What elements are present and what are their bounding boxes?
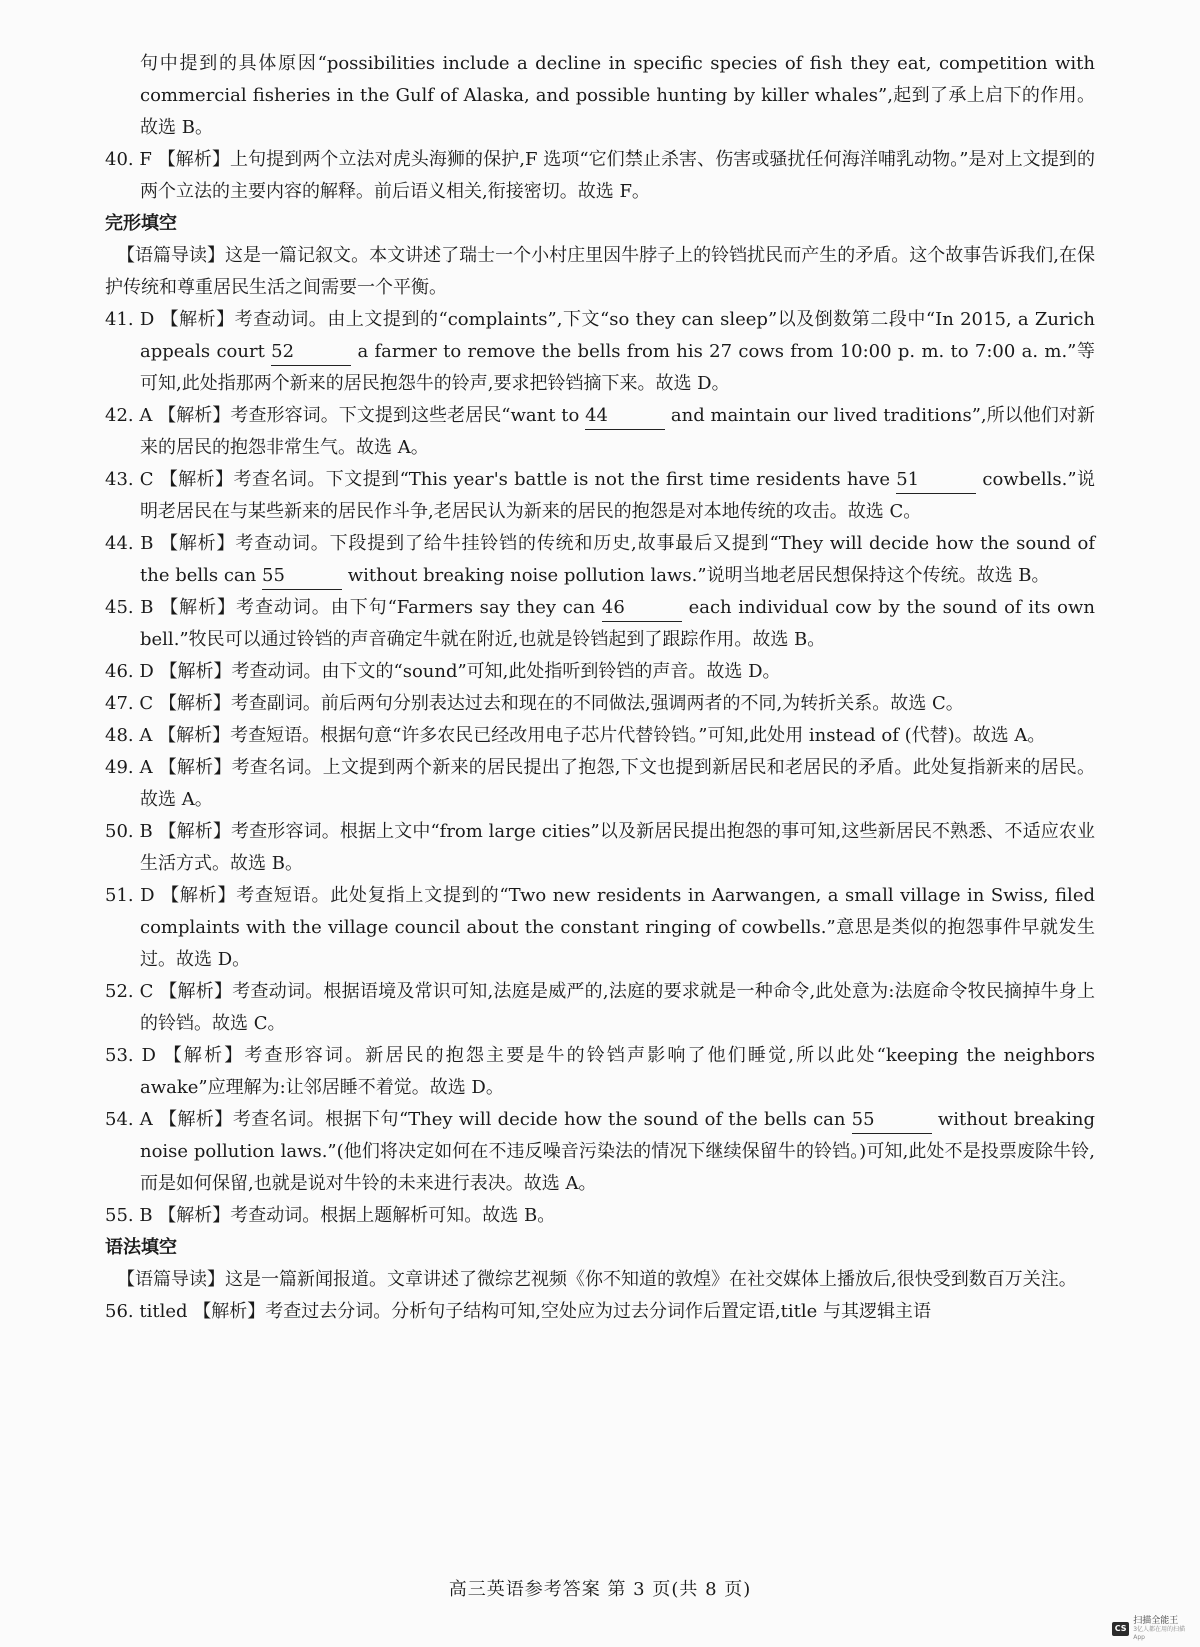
blank-number: 52 [271,339,351,366]
item-text: 完形填空 [105,213,177,234]
answer-item [105,720,1095,752]
continued-text [105,48,1095,144]
item-text-continued: without breaking noise pollution laws.”说明当地老居民想保持这个传统。故选 B。 [347,565,1050,586]
answer-item [105,528,1095,592]
blank-number: 51 [896,467,976,494]
item-text: 55. B 【解析】考查动词。根据上题解析可知。故选 B。 [105,1205,556,1226]
section-heading [105,1232,1095,1264]
blank-number: 55 [262,563,342,590]
blank-number: 55 [852,1107,932,1134]
blank-number: 46 [602,595,682,622]
item-text: 42. A 【解析】考查形容词。下文提到这些老居民“want to [105,405,580,426]
watermark-subtitle: 3亿人都在用的扫描App [1133,1626,1186,1641]
page-footer: 高三英语参考答案 第 3 页(共 8 页) [448,1579,752,1600]
camscanner-logo-icon: CS [1112,1622,1129,1636]
item-text: 句中提到的具体原因“possibilities include a decline in specific species of fish they eat, competition with commercial fisheries in the Gulf of Alaska, and possible hunting by killer whales”,起到了承上启下的作用。故选 B。 [140,53,1095,138]
answer-item [105,400,1095,464]
answer-item [105,656,1095,688]
item-text: 40. F 【解析】上句提到两个立法对虎头海狮的保护,F 选项“它们禁止杀害、伤害或骚扰任何海洋哺乳动物。”是对上文提到的两个立法的主要内容的解释。前后语义相关,衔接密切。故选 F。 [105,149,1095,202]
item-text: 48. A 【解析】考查短语。根据句意“许多农民已经改用电子芯片代替铃铛。”可知,此处用 instead of (代替)。故选 A。 [105,725,1046,746]
item-text: 56. titled 【解析】考查过去分词。分析句子结构可知,空处应为过去分词作后置定语,title 与其逻辑主语 [105,1301,932,1322]
answer-item [105,688,1095,720]
item-text: 41. D 【解析】考查动词。由上文提到的“complaints”,下文“so they can sleep”以及倒数第二段中“In 2015, a Zurich appeals court [105,309,1095,362]
passage-intro [105,240,1095,304]
item-text: 51. D 【解析】考查短语。此处复指上文提到的“Two new residents in Aarwangen, a small village in Swiss, filed complaints with the village council about the constant ringing of cowbells.”意思是类似的抱怨事件早就发生过。故选 D。 [105,885,1095,970]
item-text: 44. B 【解析】考查动词。下段提到了给牛挂铃铛的传统和历史,故事最后又提到“They will decide how the sound of the bells can [105,533,1095,586]
item-text: 45. B 【解析】考查动词。由下句“Farmers say they can [105,597,596,618]
item-text-continued: without breaking noise pollution laws.”(他们将决定如何在不违反噪音污染法的情况下继续保留牛的铃铛。)可知,此处不是投票废除牛铃,而是如何保留,也就是说对牛铃的未来进行表决。故选 A。 [140,1109,1095,1194]
answer-item [105,1040,1095,1104]
blank-number: 44 [585,403,665,430]
item-text: 52. C 【解析】考查动词。根据语境及常识可知,法庭是威严的,法庭的要求就是一种命令,此处意为:法庭命令牧民摘掉牛身上的铃铛。故选 C。 [105,981,1095,1034]
item-text: 【语篇导读】这是一篇新闻报道。文章讲述了微综艺视频《你不知道的敦煌》在社交媒体上播放后,很快受到数百万关注。 [117,1269,1077,1290]
scanner-watermark [1112,1615,1194,1643]
item-text-continued: a farmer to remove the bells from his 27 cows from 10:00 p. m. to 7:00 a. m.”等可知,此处指那两个新来的居民抱怨牛的铃声,要求把铃铛摘下来。故选 D。 [140,341,1095,394]
item-text: 50. B 【解析】考查形容词。根据上文中“from large cities”以及新居民提出抱怨的事可知,这些新居民不熟悉、不适应农业生活方式。故选 B。 [105,821,1095,874]
answer-item [105,976,1095,1040]
answer-item [105,464,1095,528]
item-text: 【语篇导读】这是一篇记叙文。本文讲述了瑞士一个小村庄里因牛脖子上的铃铛扰民而产生的矛盾。这个故事告诉我们,在保护传统和尊重居民生活之间需要一个平衡。 [105,245,1095,298]
item-text: 47. C 【解析】考查副词。前后两句分别表达过去和现在的不同做法,强调两者的不同,为转折关系。故选 C。 [105,693,964,714]
answer-content [105,48,1095,1328]
passage-intro [105,1264,1095,1296]
answer-item [105,592,1095,656]
answer-item [105,1200,1095,1232]
item-text: 43. C 【解析】考查名词。下文提到“This year's battle is not the first time residents have [105,469,890,490]
answer-item [105,752,1095,816]
item-text: 46. D 【解析】考查动词。由下文的“sound”可知,此处指听到铃铛的声音。故选 D。 [105,661,781,682]
item-text-continued: cowbells.”说明老居民在与某些新来的居民作斗争,老居民认为新来的居民的抱怨是对本地传统的攻击。故选 C。 [140,469,1096,522]
item-text: 54. A 【解析】考查名词。根据下句“They will decide how the sound of the bells can [105,1109,846,1130]
answer-item [105,880,1095,976]
answer-item [105,1296,1095,1328]
section-heading [105,208,1095,240]
item-text-continued: and maintain our lived traditions”,所以他们对新来的居民的抱怨非常生气。故选 A。 [140,405,1095,458]
answer-item [105,816,1095,880]
watermark-title: 扫描全能王 [1133,1616,1179,1626]
answer-item [105,1104,1095,1200]
answer-item [105,304,1095,400]
item-text-continued: each individual cow by the sound of its own bell.”牧民可以通过铃铛的声音确定牛就在附近,也就是铃铛起到了跟踪作用。故选 B。 [140,597,1095,650]
answer-item [105,144,1095,208]
item-text: 53. D 【解析】考查形容词。新居民的抱怨主要是牛的铃铛声影响了他们睡觉,所以此处“keeping the neighbors awake”应理解为:让邻居睡不着觉。故选 D。 [105,1045,1095,1098]
item-text: 语法填空 [105,1237,177,1258]
item-text: 49. A 【解析】考查名词。上文提到两个新来的居民提出了抱怨,下文也提到新居民和老居民的矛盾。此处复指新来的居民。故选 A。 [105,757,1095,810]
